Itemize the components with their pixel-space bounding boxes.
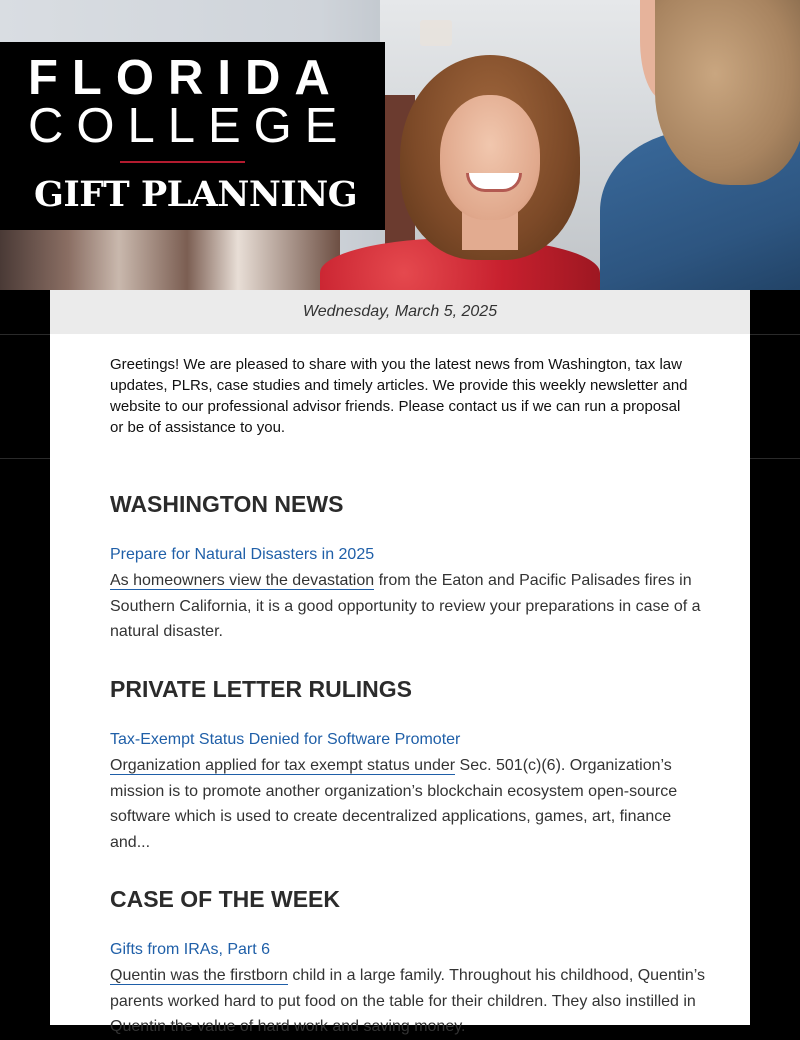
section-case-of-the-week bbox=[110, 885, 710, 1040]
exit-sign bbox=[420, 20, 452, 46]
article-link[interactable]: Prepare for Natural Disasters in 2025 bbox=[110, 546, 375, 563]
hero-banner bbox=[0, 0, 800, 290]
section-private-letter-rulings bbox=[110, 675, 710, 855]
section-washington-news bbox=[110, 490, 710, 645]
article-summary bbox=[110, 568, 710, 645]
right-divider-2 bbox=[750, 458, 800, 459]
article-summary bbox=[110, 753, 710, 855]
logo-line2: COLLEGE bbox=[28, 99, 351, 153]
summary-rest: Sec. 501(c)(6). Organization’s mission is to promote another organization’s blockchain ecosystem open-source software which is used to create decentralized applications, games, art, finance and... bbox=[110, 757, 678, 851]
date-bar: Wednesday, March 5, 2025 bbox=[50, 290, 750, 334]
summary-rest: from the Eaton and Pacific Palisades fires in Southern California, it is a good opportunity to review your preparations in case of a natural disaster. bbox=[110, 572, 701, 640]
logo-line1: FLORIDA bbox=[28, 51, 344, 105]
newsletter-content bbox=[50, 290, 750, 1035]
article-summary bbox=[110, 963, 710, 1040]
summary-lead[interactable]: Quentin was the firstborn bbox=[110, 967, 288, 984]
section-heading: CASE OF THE WEEK bbox=[110, 886, 341, 912]
summary-lead[interactable]: As homeowners view the devastation bbox=[110, 572, 375, 589]
article-link[interactable]: Tax-Exempt Status Denied for Software Promoter bbox=[110, 731, 461, 748]
section-heading: PRIVATE LETTER RULINGS bbox=[110, 676, 412, 702]
logo[interactable] bbox=[0, 42, 385, 230]
person-right-hair bbox=[655, 0, 800, 185]
left-divider-2 bbox=[0, 458, 50, 459]
article-link[interactable]: Gifts from IRAs, Part 6 bbox=[110, 941, 271, 958]
intro-text: Greetings! We are pleased to share with you the latest news from Washington, tax law updates, PLRs, case studies and timely articles. We provide this weekly newsletter and website to our professional advisor friends. Please contact us if we can run a proposal or be of assistance to you. bbox=[110, 356, 688, 436]
logo-divider bbox=[120, 161, 245, 163]
left-divider-1 bbox=[0, 334, 50, 335]
woman-face bbox=[440, 95, 540, 220]
logo-tagline: GIFT PLANNING bbox=[34, 174, 358, 215]
section-heading: WASHINGTON NEWS bbox=[110, 491, 344, 517]
summary-lead[interactable]: Organization applied for tax exempt status under bbox=[110, 757, 456, 774]
right-divider-1 bbox=[750, 334, 800, 335]
crowd-background bbox=[0, 225, 340, 290]
summary-rest: child in a large family. Throughout his childhood, Quentin’s parents worked hard to put food on the table for their children. They also instilled in Quentin the value of hard work and saving money. bbox=[110, 967, 706, 1035]
